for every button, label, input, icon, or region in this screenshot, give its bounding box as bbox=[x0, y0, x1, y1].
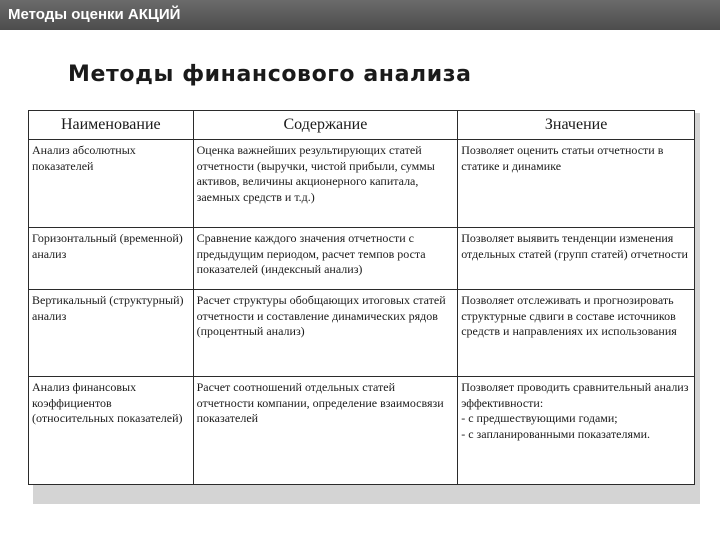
slide-title: Методы финансового анализа bbox=[68, 62, 472, 87]
table-row bbox=[29, 228, 695, 290]
meaning-line: - с предшествующими годами; bbox=[461, 411, 618, 425]
row-name-cell: Вертикальный (структурный) анализ bbox=[29, 290, 194, 377]
column-header-content: Содержание bbox=[193, 111, 458, 140]
row-meaning-cell bbox=[458, 290, 695, 377]
meaning-line: Позволяет оценить статьи отчетности в статике и динамике bbox=[461, 143, 664, 173]
row-content-cell: Расчет соотношений отдельных статей отчетности компании, определение взаимосвязи показателей bbox=[193, 377, 458, 485]
row-meaning-cell bbox=[458, 228, 695, 290]
column-header-name: Наименование bbox=[29, 111, 194, 140]
table-row bbox=[29, 290, 695, 377]
row-name-cell: Анализ абсолютных показателей bbox=[29, 140, 194, 228]
row-content-cell: Сравнение каждого значения отчетности с предыдущим периодом, расчет темпов роста показателей (индексный анализ) bbox=[193, 228, 458, 290]
meaning-line: - с запланированными показателями. bbox=[461, 426, 651, 441]
table-row bbox=[29, 140, 695, 228]
row-name-cell: Горизонтальный (временной) анализ bbox=[29, 228, 194, 290]
row-meaning-cell bbox=[458, 377, 695, 485]
column-header-meaning: Значение bbox=[458, 111, 695, 140]
presentation-title: Методы оценки АКЦИЙ bbox=[8, 6, 181, 23]
meaning-line: Позволяет отслеживать и прогнозировать структурные сдвиги в составе источников средств и направлениях их использования bbox=[461, 293, 677, 338]
table-row bbox=[29, 377, 695, 485]
top-bar bbox=[0, 0, 720, 30]
row-content-cell: Оценка важнейших результирующих статей отчетности (выручки, чистой прибыли, суммы активов, величины акционерного капитала, заемных средств и т.д.) bbox=[193, 140, 458, 228]
table-header-row bbox=[29, 111, 695, 140]
meaning-line: Позволяет выявить тенденции изменения отдельных статей (групп статей) отчетности bbox=[461, 231, 688, 261]
row-name-cell: Анализ финансовых коэффициентов (относительных показателей) bbox=[29, 377, 194, 485]
methods-table bbox=[28, 110, 695, 485]
row-meaning-cell bbox=[458, 140, 695, 228]
row-content-cell: Расчет структуры обобщающих итоговых статей отчетности и составление динамических рядов (процентный анализ) bbox=[193, 290, 458, 377]
meaning-line: Позволяет проводить сравнительный анализ эффективности: bbox=[461, 380, 689, 410]
